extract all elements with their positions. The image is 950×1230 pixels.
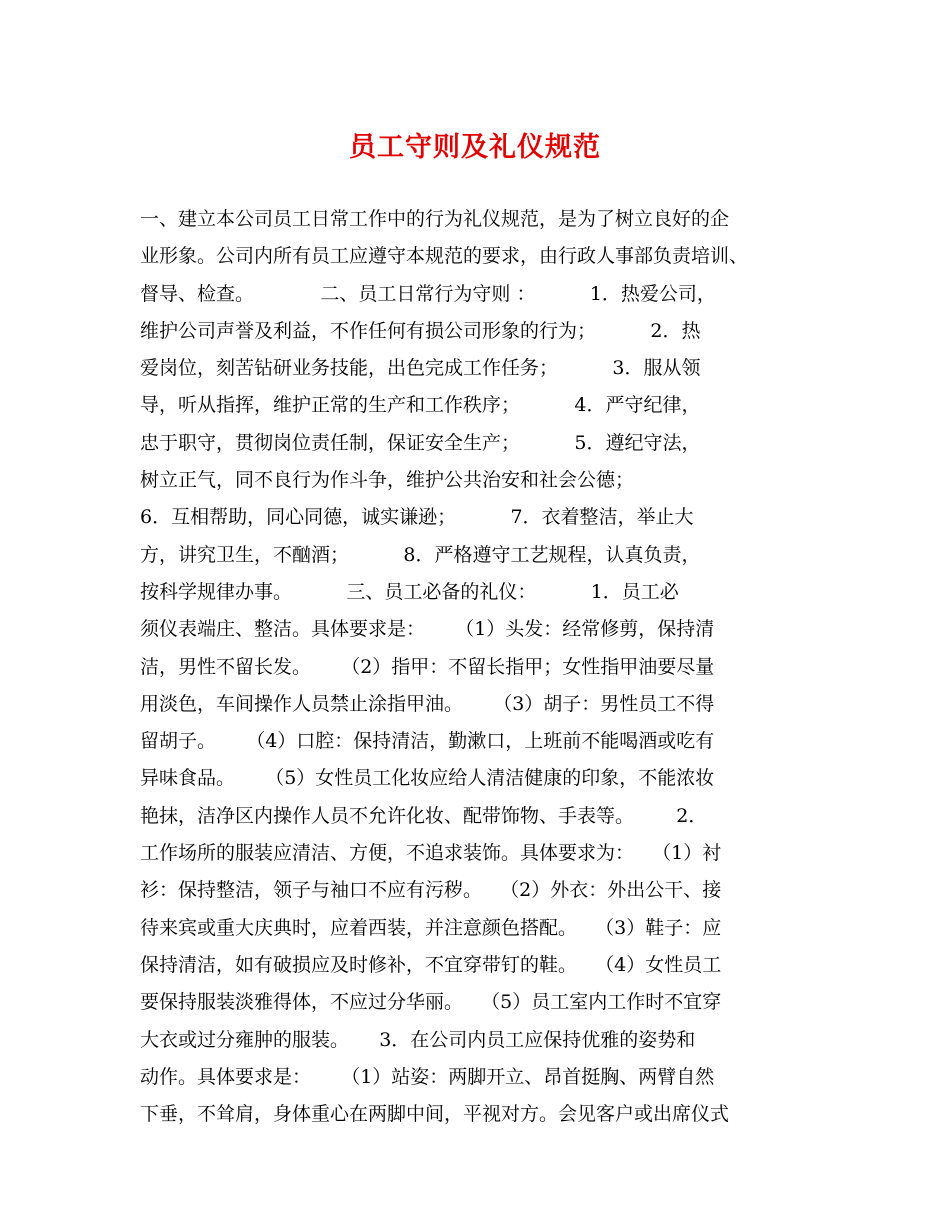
body-line-12: 须仪表端庄、整洁。具体要求是： （1）头发：经常修剪，保持清 (140, 618, 715, 641)
body-line-1: 一、建立本公司员工日常工作中的行为礼仪规范，是为了树立良好的企 (140, 208, 730, 230)
body-line-13: 洁，男性不留长发。 （2）指甲：不留长指甲；女性指甲油要尽量 (140, 655, 715, 678)
body-line-14: 用淡色，车间操作人员禁止涂指甲油。 （3）胡子：男性员工不得 (140, 692, 715, 715)
body-line-10: 方，讲究卫生，不酗酒； 8．严格遵守工艺规程，认真负责， (140, 543, 701, 566)
body-line-24: 动作。具体要求是： （1）站姿：两脚开立、昂首挺胸、两臂自然 (140, 1065, 715, 1088)
body-line-7: 忠于职守，贯彻岗位责任制，保证安全生产； 5．遵纪守法， (140, 431, 701, 454)
body-line-23: 大衣或过分雍肿的服装。 3．在公司内员工应保持优雅的姿势和 (140, 1028, 696, 1051)
body-line-22: 要保持服装淡雅得体，不应过分华丽。 （5）员工室内工作时不宜穿 (140, 991, 722, 1014)
body-line-21: 保持清洁，如有破损应及时修补，不宜穿带钉的鞋。 （4）女性员工 (140, 953, 722, 976)
body-line-20: 待来宾或重大庆典时，应着西装，并注意颜色搭配。 （3）鞋子：应 (140, 916, 722, 939)
body-line-4: 维护公司声誉及利益，不作任何有损公司形象的行为； 2．热 (140, 319, 701, 342)
body-line-16: 异味食品。 （5）女性员工化妆应给人清洁健康的印象，不能浓妆 (140, 767, 715, 790)
body-line-5: 爱岗位，刻苦钻研业务技能，出色完成工作任务； 3．服从领 (140, 357, 701, 380)
body-line-19: 衫：保持整洁，领子与袖口不应有污秽。 （2）外衣：外出公干、接 (140, 879, 722, 902)
body-line-18: 工作场所的服装应清洁、方便，不追求装饰。具体要求为： （1）衬 (140, 842, 722, 865)
body-line-11: 按科学规律办事。 三、员工必备的礼仪： 1．员工必 (140, 580, 679, 603)
body-line-6: 导，听从指挥，维护正常的生产和工作秩序； 4．严守纪律， (140, 394, 701, 417)
body-line-3: 督导、检查。 二、员工日常行为守则 ： 1．热爱公司， (140, 282, 716, 305)
body-line-25: 下垂，不耸肩，身体重心在两脚中间，平视对方。会见客户或出席仪式 (140, 1103, 730, 1126)
body-line-8: 树立正气，同不良行为作斗争，维护公共治安和社会公德； (140, 469, 635, 492)
body-line-2: 业形象。公司内所有员工应遵守本规范的要求，由行政人事部负责培训、 (140, 245, 749, 268)
document-title: 员工守则及礼仪规范 (349, 132, 601, 163)
body-line-15: 留胡子。 （4）口腔：保持清洁，勤漱口，上班前不能喝酒或吃有 (140, 730, 715, 753)
body-line-17: 艳抹，洁净区内操作人员不允许化妆、配带饰物、手表等。 2． (140, 804, 708, 827)
body-line-9: 6．互相帮助，同心同德，诚实谦逊； 7．衣着整洁，举止大 (140, 506, 694, 529)
document-body (140, 201, 820, 1133)
